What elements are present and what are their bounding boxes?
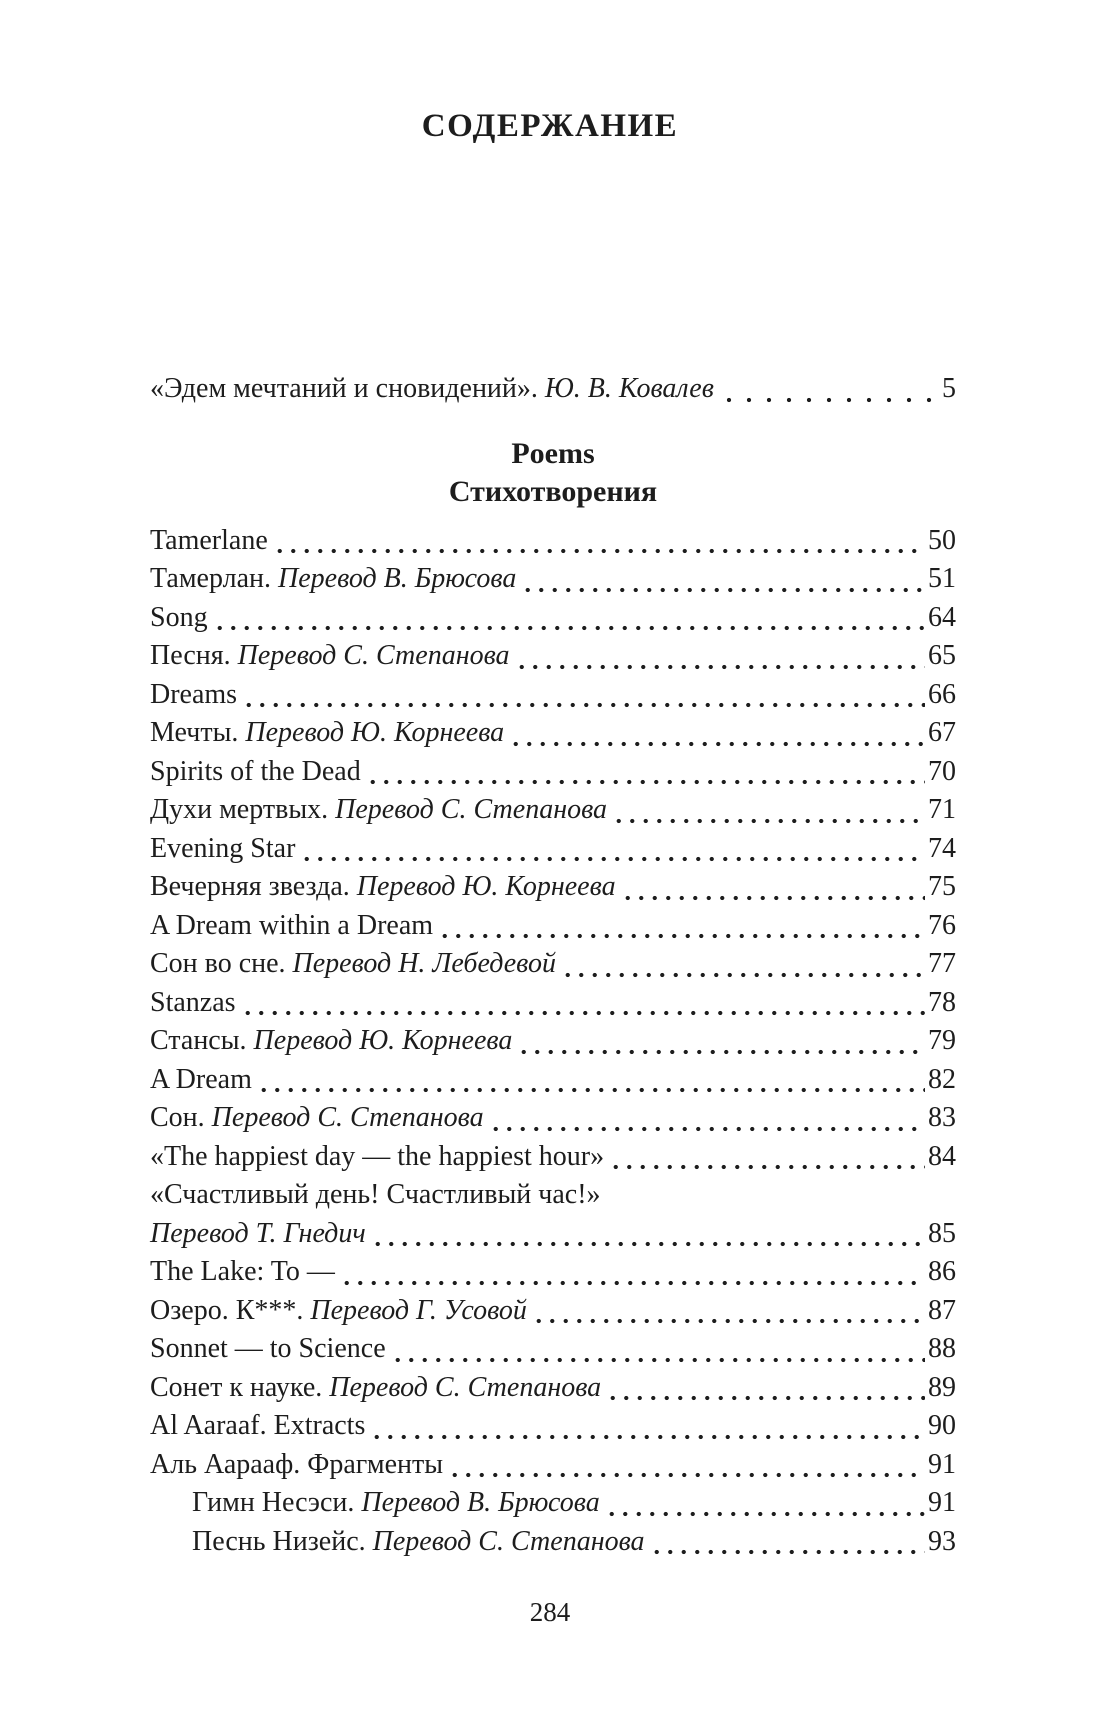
dot-leader [621, 895, 925, 901]
toc-entry [150, 714, 956, 753]
entry-title: A Dream within a Dream [150, 909, 434, 941]
entry-translator: Перевод С. Степанова [329, 1371, 602, 1403]
entry-text [150, 637, 510, 676]
entry-translator: Перевод Г. Усовой [310, 1294, 527, 1326]
entry-translator: Перевод С. Степанова [237, 640, 510, 671]
entry-text [150, 1176, 601, 1215]
toc-entry [150, 1215, 956, 1254]
entry-translator: Перевод В. Брюсова [278, 563, 517, 594]
entry-page-number: 83 [928, 1102, 956, 1133]
toc-entry [150, 1138, 956, 1177]
toc-entry-intro [150, 370, 956, 409]
entry-page-number: 85 [928, 1217, 956, 1249]
dot-leader [213, 625, 925, 631]
entry-text [192, 1484, 600, 1523]
dot-leader [561, 972, 925, 978]
entry-text [150, 599, 208, 638]
entry-translator: Перевод С. Степанова [372, 1525, 645, 1557]
entry-title: The Lake: To — [150, 1256, 335, 1287]
entry-title: Духи мертвых. [150, 794, 329, 825]
entry-page-number: 77 [928, 948, 956, 979]
entry-text [150, 984, 236, 1023]
entry-title: Аль Аарааф. Фрагменты [150, 1448, 444, 1480]
entry-page-number: 64 [928, 601, 956, 633]
entry-translator: Перевод В. Брюсова [361, 1487, 600, 1518]
toc-entry [150, 1176, 956, 1215]
dot-leader [609, 1164, 925, 1170]
dot-leader [241, 1010, 925, 1016]
entry-text [150, 1215, 366, 1254]
entry-title: «Эдем мечтаний и сновидений». [150, 373, 538, 404]
dot-leader [257, 1087, 925, 1093]
entry-text [192, 1523, 645, 1562]
entry-page-number: 86 [928, 1256, 956, 1287]
entry-page-number: 51 [928, 563, 956, 594]
toc-entry [150, 1446, 956, 1485]
dot-leader [391, 1357, 925, 1363]
dot-leader [366, 779, 925, 785]
entry-title: «Счастливый день! Счастливый час!» [150, 1179, 601, 1210]
entry-text [150, 791, 607, 830]
entry-title: «The happiest day — the happiest hour» [150, 1140, 605, 1172]
entry-text [150, 1253, 335, 1292]
dot-leader [489, 1126, 925, 1132]
entry-text [150, 1138, 604, 1177]
entry-title: A Dream [150, 1063, 252, 1095]
entry-author: Ю. В. Ковалев [544, 373, 714, 404]
entry-title: Сонет к науке. [150, 1371, 323, 1403]
entry-translator: Перевод Ю. Корнеева [356, 871, 616, 902]
entry-text [150, 522, 268, 561]
dot-leader [242, 702, 925, 708]
entry-text [150, 1292, 527, 1331]
toc-entry [150, 1099, 956, 1138]
toc-entry [150, 984, 956, 1023]
entry-title: Dreams [150, 678, 238, 710]
toc-entry [150, 791, 956, 830]
dot-leader [517, 1049, 925, 1055]
entry-page-number: 78 [928, 986, 956, 1018]
entry-page-number: 91 [928, 1448, 956, 1480]
toc-entry [150, 868, 956, 907]
entry-translator: Перевод Т. Гнедич [150, 1217, 366, 1249]
dot-leader [300, 856, 925, 862]
entry-title: Song [150, 601, 208, 633]
dot-leader [606, 1395, 925, 1401]
dot-leader [521, 587, 925, 593]
dot-leader [340, 1280, 925, 1286]
entry-text [150, 1446, 443, 1485]
dot-leader [719, 397, 939, 403]
entry-text [150, 1407, 365, 1446]
entry-text [150, 1022, 512, 1061]
entry-page-number: 66 [928, 678, 956, 710]
dot-leader [612, 818, 925, 824]
entry-translator: Перевод Н. Лебедевой [292, 948, 556, 979]
entry-text [150, 830, 295, 869]
entry-title: Озеро. К***. [150, 1294, 304, 1326]
entry-title: Вечерняя звезда. [150, 871, 350, 902]
toc-list [150, 522, 956, 1562]
dot-leader [273, 548, 925, 554]
entry-title: Тамерлан. [150, 563, 271, 594]
section-heading-ru: Стихотворения [448, 475, 658, 508]
entry-page-number: 88 [928, 1333, 956, 1364]
entry-text [150, 676, 237, 715]
dot-leader [448, 1472, 925, 1478]
toc-content [150, 0, 956, 1629]
toc-entry [150, 1330, 956, 1369]
toc-entry [150, 599, 956, 638]
entry-page-number: 74 [928, 832, 956, 864]
entry-text [150, 714, 504, 753]
toc-entry [150, 1022, 956, 1061]
entry-page-number: 89 [928, 1371, 956, 1403]
entry-page-number: 65 [928, 640, 956, 671]
entry-page-number: 75 [928, 871, 956, 902]
entry-page-number: 90 [928, 1410, 956, 1441]
entry-page-number: 84 [928, 1140, 956, 1172]
entry-title: Sonnet — to Science [150, 1333, 386, 1364]
entry-page-number: 93 [928, 1525, 956, 1557]
entry-text [150, 1099, 484, 1138]
section-heading-en: Poems [511, 436, 595, 470]
entry-text [150, 945, 556, 984]
entry-title: Песня. [150, 640, 231, 671]
toc-entry [150, 1369, 956, 1408]
entry-text [150, 907, 433, 946]
dot-leader [650, 1549, 925, 1555]
entry-page-number: 71 [928, 794, 956, 825]
entry-page-number: 50 [928, 524, 956, 556]
entry-title: Стансы. [150, 1025, 247, 1056]
entry-translator: Перевод С. Степанова [335, 794, 608, 825]
toc-entry [150, 1407, 956, 1446]
entry-text [150, 1061, 252, 1100]
dot-leader [605, 1511, 925, 1517]
dot-leader [370, 1434, 925, 1440]
entry-page-number: 87 [928, 1294, 956, 1326]
entry-title: Spirits of the Dead [150, 755, 361, 787]
entry-title: Мечты. [150, 717, 239, 748]
entry-page-number: 79 [928, 1025, 956, 1056]
entry-text [150, 1369, 601, 1408]
entry-title: Сон. [150, 1102, 205, 1133]
entry-title: Evening Star [150, 832, 296, 864]
toc-entry [192, 1484, 956, 1523]
toc-entry [192, 1523, 956, 1562]
page-number-folio: 284 [529, 1597, 571, 1627]
dot-leader [371, 1241, 925, 1247]
entry-title: Al Aaraaf. Extracts [150, 1410, 366, 1441]
entry-title: Гимн Несэси. [192, 1487, 355, 1518]
toc-entry [150, 1061, 956, 1100]
toc-entry [150, 1253, 956, 1292]
entry-text [150, 753, 361, 792]
entry-title: Сон во сне. [150, 948, 286, 979]
toc-entry [150, 676, 956, 715]
entry-title: Песнь Низейс. [192, 1525, 366, 1557]
dot-leader [509, 741, 925, 747]
entry-translator: Перевод Ю. Корнеева [253, 1025, 513, 1056]
toc-entry [150, 753, 956, 792]
entry-text [150, 1330, 386, 1369]
dot-leader [532, 1318, 925, 1324]
entry-page-number: 91 [928, 1487, 956, 1518]
entry-page-number: 67 [928, 717, 956, 748]
toc-entry [150, 522, 956, 561]
entry-translator: Перевод С. Степанова [211, 1102, 484, 1133]
toc-entry [150, 637, 956, 676]
toc-entry [150, 1292, 956, 1331]
page-title: СОДЕРЖАНИЕ [421, 108, 679, 144]
entry-text [150, 868, 616, 907]
entry-page-number: 70 [928, 755, 956, 787]
toc-entry [150, 907, 956, 946]
toc-entry [150, 945, 956, 984]
toc-entry [150, 560, 956, 599]
toc-entry [150, 830, 956, 869]
entry-page-number: 5 [942, 373, 956, 404]
entry-page-number: 76 [928, 909, 956, 941]
entry-page-number: 82 [928, 1063, 956, 1095]
dot-leader [515, 664, 925, 670]
entry-text [150, 370, 714, 409]
entry-translator: Перевод Ю. Корнеева [245, 717, 505, 748]
dot-leader [438, 933, 925, 939]
entry-title: Tamerlane [150, 524, 268, 556]
entry-text [150, 560, 516, 599]
entry-title: Stanzas [150, 986, 236, 1018]
